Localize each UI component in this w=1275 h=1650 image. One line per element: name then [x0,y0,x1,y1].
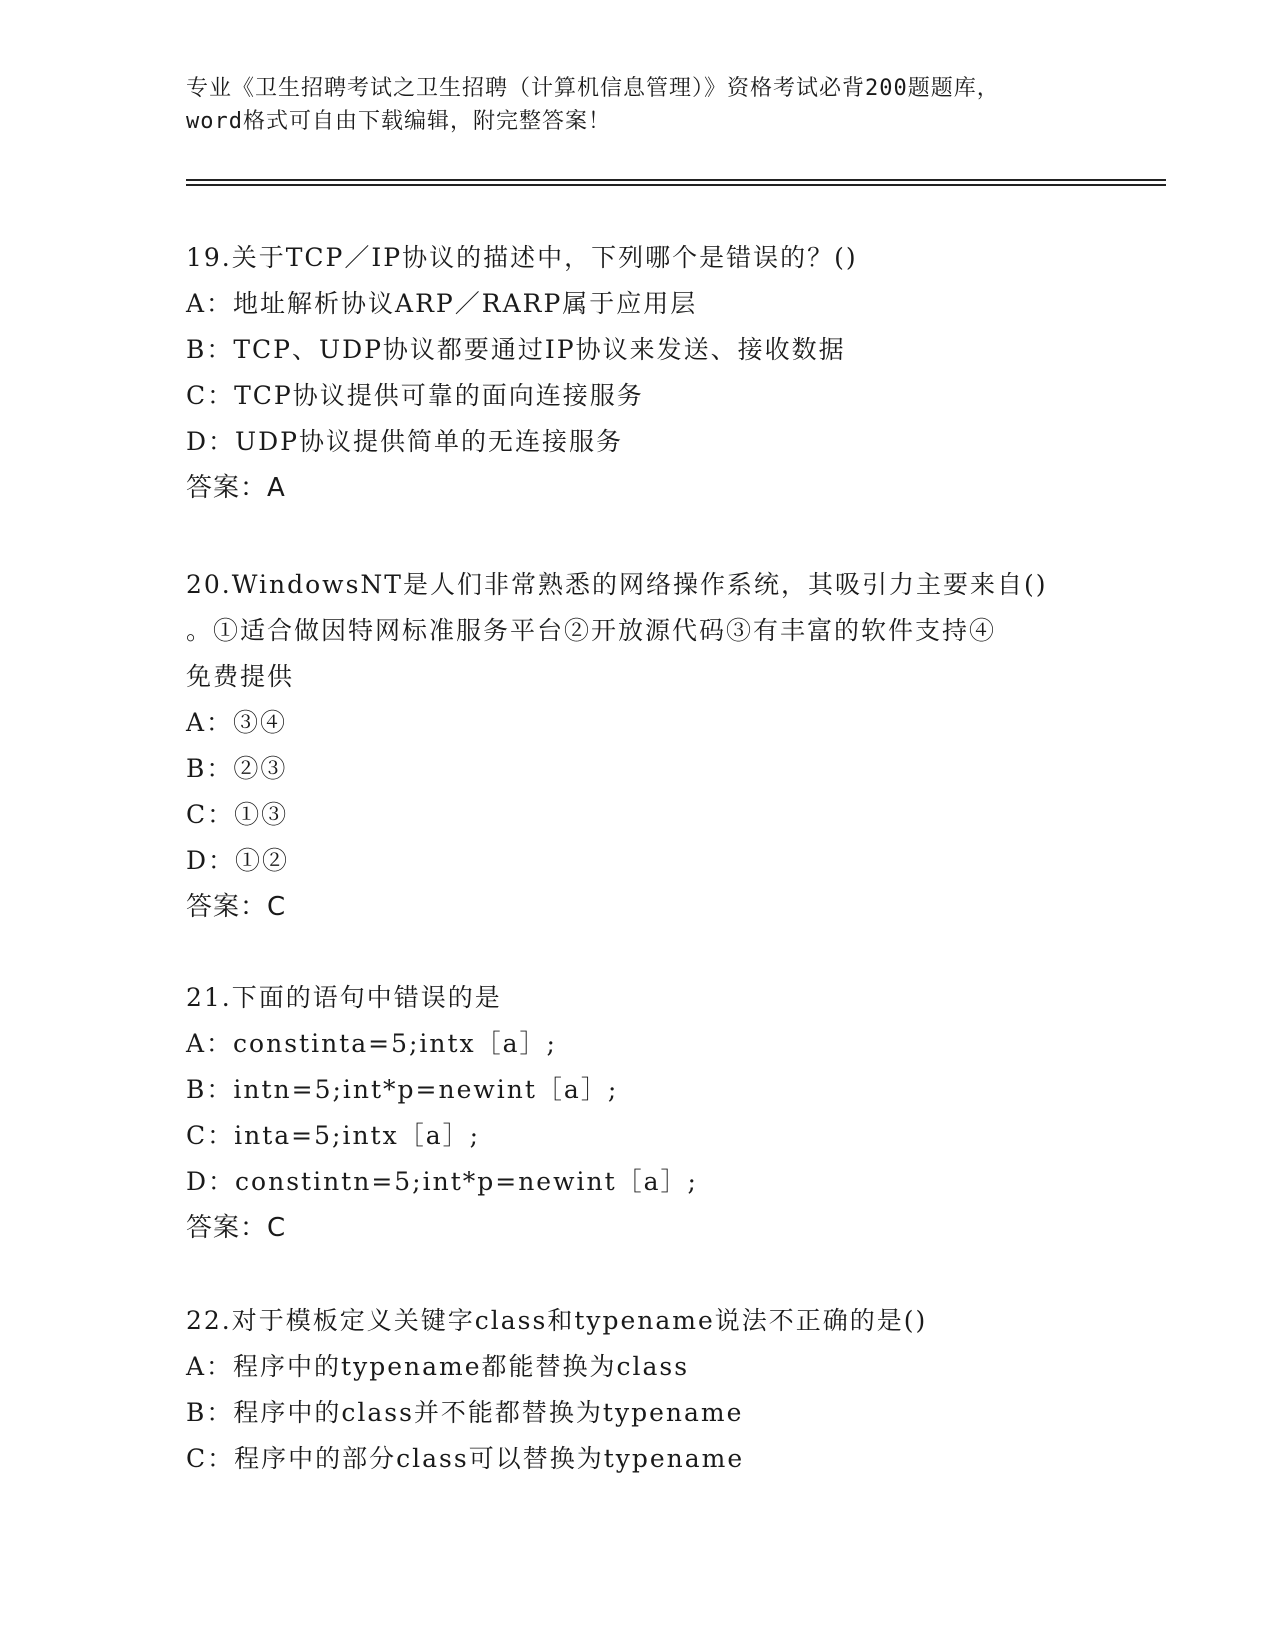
document-header [186,72,1086,138]
option-b: B：intn=5;int*p=newint［a］; [186,1075,619,1104]
option-c: C：inta=5;intx［a］; [186,1121,481,1150]
option-d: D：①② [186,846,290,875]
option-c: C：①③ [186,800,289,829]
question-20 [186,562,1086,930]
question-stem: 19.关于TCP／IP协议的描述中，下列哪个是错误的？() [186,243,858,272]
answer: 答案：C [186,1213,287,1243]
question-stem: 22.对于模板定义关键字class和typename说法不正确的是() [186,1306,928,1335]
question-22 [186,1298,1086,1482]
header-line-2: word格式可自由下载编辑，附完整答案！ [186,109,611,134]
option-c: C：程序中的部分class可以替换为typename [186,1444,745,1473]
option-a: A：③④ [186,708,288,737]
option-b: B：TCP、UDP协议都要通过IP协议来发送、接收数据 [186,335,846,364]
option-d: D：constintn=5;int*p=newint［a］; [186,1167,698,1196]
question-stem-continued: 。①适合做因特网标准服务平台②开放源代码③有丰富的软件支持④ [186,616,997,645]
question-21 [186,975,1086,1251]
option-a: A：程序中的typename都能替换为class [186,1352,690,1381]
option-c: C：TCP协议提供可靠的面向连接服务 [186,381,644,410]
option-b: B：②③ [186,754,288,783]
header-line-1: 专业《卫生招聘考试之卫生招聘（计算机信息管理）》资格考试必背200题题库， [186,76,1000,101]
question-stem: 21.下面的语句中错误的是 [186,983,502,1012]
answer: 答案：C [186,892,287,922]
answer: 答案：A [186,473,286,503]
option-a: A：constinta=5;intx［a］; [186,1029,557,1058]
header-divider-top [186,179,1166,181]
question-stem: 20.WindowsNT是人们非常熟悉的网络操作系统，其吸引力主要来自() [186,570,1048,599]
option-b: B：程序中的class并不能都替换为typename [186,1398,744,1427]
option-d: D：UDP协议提供简单的无连接服务 [186,427,623,456]
option-a: A：地址解析协议ARP／RARP属于应用层 [186,289,698,318]
question-stem-continued: 免费提供 [186,662,295,691]
question-19 [186,235,1086,511]
header-divider-bottom [186,184,1166,186]
